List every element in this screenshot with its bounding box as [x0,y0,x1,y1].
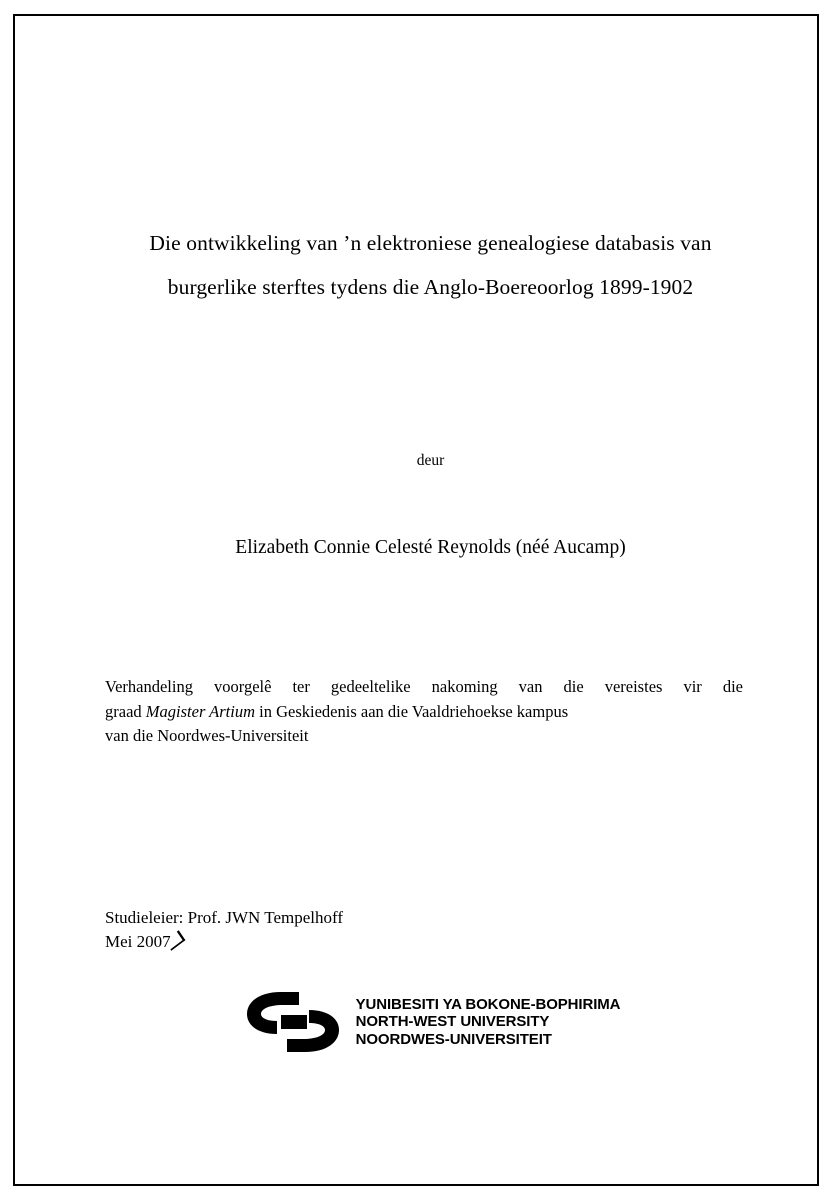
date-line-wrap [105,930,743,954]
statement-line-2-suffix: in Geskiedenis aan die Vaaldriehoekse kampus [255,701,569,721]
statement-line-1: Verhandeling voorgelê ter gedeeltelike nakoming van die vereistes vir die [105,677,743,696]
date-text: Mei 2007 [105,932,171,951]
author-name: Elizabeth Connie Celesté Reynolds (néé Aucamp) [235,537,626,558]
logo-text-line-1: YUNIBESITI YA BOKONE-BOPHIRIMA [355,995,621,1013]
university-logo [103,988,758,1056]
logo-text [356,996,621,1049]
title-line-2: burgerlike sterftes tydens die Anglo-Boereoorlog 1899-1902 [167,275,694,299]
supervisor-line: Studieleier: Prof. JWN Tempelhoff [105,908,344,927]
date-line [105,930,171,954]
page-content [103,16,758,1184]
page-border [13,14,819,1186]
degree-name: Magister Artium [145,701,256,721]
degree-statement [105,675,743,749]
by-word: deur [416,452,445,469]
statement-line-2 [105,700,743,725]
statement-line-3: van die Noordwes-Universiteit [105,726,309,745]
logo-text-line-3: NOORDWES-UNIVERSITEIT [355,1030,552,1048]
supervisor-block [105,906,743,954]
statement-line-2-prefix: graad [105,701,146,721]
page-title [103,221,758,309]
nwu-logo-icon [241,988,346,1056]
logo-text-line-2: NORTH-WEST UNIVERSITY [355,1013,550,1031]
title-line-1: Die ontwikkeling van ’n elektroniese genealogiese databasis van [149,231,712,255]
